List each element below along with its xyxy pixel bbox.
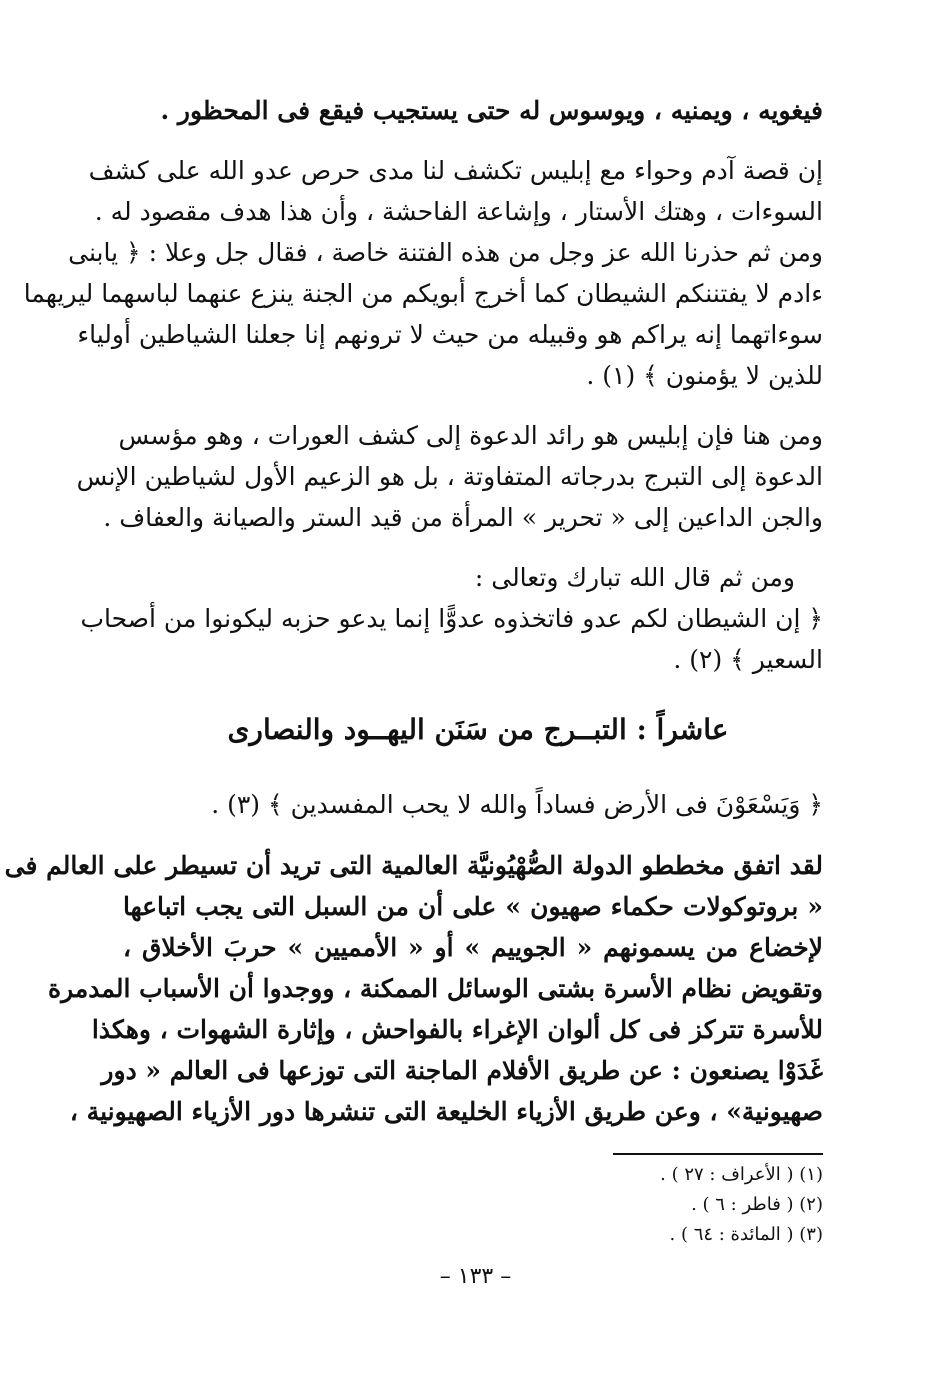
text-line: لقد اتفق مخططو الدولة الصُّهْيُونيَّة العالمية التى تريد أن تسيطر على العالم فى <box>4 851 823 880</box>
text-line: والجن الداعين إلى « تحرير » المرأة من قيد الستر والصيانة والعفاف . <box>103 503 823 532</box>
text-line: الدعوة إلى التبرج بدرجاته المتفاوتة ، بل هو الزعيم الأول لشياطين الإنس <box>76 462 823 491</box>
text-line: للذين لا يؤمنون ﴾ (١) . <box>586 361 823 390</box>
text-line: ومن ثم حذرنا الله عز وجل من هذه الفتنة خاصة ، فقال جل وعلا : ﴿ يابنى <box>68 238 823 267</box>
text-line: للأسرة تتركز فى كل ألوان الإغراء بالفواحش ، وإثارة الشهوات ، وهكذا <box>91 1015 823 1044</box>
text-line: سوءاتهما إنه يراكم هو وقبيله من حيث لا ترونهم إنا جعلنا الشياطين أولياء <box>77 320 823 349</box>
footnote-divider <box>613 1153 823 1155</box>
text-line: ومن ثم قال الله تبارك وتعالى : <box>474 563 795 592</box>
text-line: لإخضاع من يسمونهم « الجوييم » أو « الأمميين » حربَ الأخلاق ، <box>123 933 823 962</box>
quran-verse: ﴿ وَيَسْعَوْنَ فى الأرض فساداً والله لا يحب المفسدين ﴾ (٣) . <box>211 790 823 819</box>
text-line: ءادم لا يفتننكم الشيطان كما أخرج أبويكم من الجنة ينزع عنهما لباسهما ليريهما <box>23 279 823 308</box>
text-line: السوءات ، وهتك الأستار ، وإشاعة الفاحشة ، وأن هذا هدف مقصود له . <box>94 197 823 226</box>
quran-verse-line: السعير ﴾ (٢) . <box>673 645 823 674</box>
text-line: ومن هنا فإن إبليس هو رائد الدعوة إلى كشف العورات ، وهو مؤسس <box>118 421 823 450</box>
footnote: (١) ( الأعراف : ٢٧ ) . <box>660 1164 823 1185</box>
text-line: صهيونية» ، وعن طريق الأزياء الخليعة التى تنشرها دور الأزياء الصهيونية ، <box>69 1097 823 1126</box>
page-number: – ١٣٣ – <box>439 1264 512 1289</box>
footnote: (٢) ( فاطر : ٦ ) . <box>691 1194 823 1215</box>
text-line: إن قصة آدم وحواء مع إبليس تكشف لنا مدى حرص عدو الله على كشف <box>88 156 823 185</box>
footnote: (٣) ( المائدة : ٦٤ ) . <box>669 1224 823 1245</box>
text-line: فيغويه ، ويمنيه ، ويوسوس له حتى يستجيب فيقع فى المحظور . <box>160 96 823 125</box>
section-heading: عاشراً : التبــرج من سَنَن اليهــود والنصارى <box>227 713 729 746</box>
text-line: وتقويض نظام الأسرة بشتى الوسائل الممكنة ، ووجدوا أن الأسباب المدمرة <box>48 974 823 1003</box>
text-line: « بروتوكولات حكماء صهيون » على أن من السبل التى يجب اتباعها <box>123 892 823 921</box>
text-line: غَدَوْا يصنعون : عن طريق الأفلام الماجنة التى توزعها فى العالم « دور <box>101 1056 823 1085</box>
quran-verse-line: ﴿ إن الشيطان لكم عدو فاتخذوه عدوًّا إنما يدعو حزبه ليكونوا من أصحاب <box>80 604 823 633</box>
